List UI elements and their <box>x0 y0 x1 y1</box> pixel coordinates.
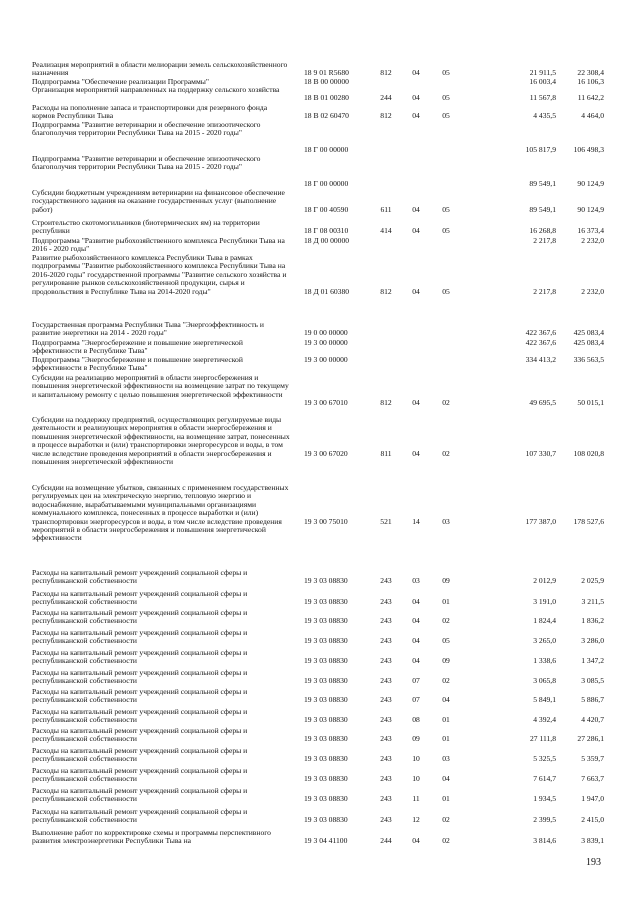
row-sum-2022: 178 527,6 <box>573 517 604 526</box>
row-rz: 04 <box>412 111 420 120</box>
row-code: 19 3 03 08830 <box>304 794 348 803</box>
row-rz: 04 <box>412 616 420 625</box>
row-code: 18 Г 08 00310 <box>304 226 349 235</box>
row-name: Субсидии на поддержку предприятий, осуществляющих регулируемые виды деятельности и реализующих мероприятия в области энергосбережения и повышения энергетической эффективности, на возмещение затрат, понесенных в процессе выработки и (или) транспортировки энергоресурсов и воды, в том числе вследствие проведения мероприятий в области энергосбережения и повышения энергетической эффективности <box>32 415 290 467</box>
row-pr: 05 <box>442 287 450 296</box>
table-row <box>0 590 640 607</box>
row-code: 19 3 00 75010 <box>304 517 348 526</box>
row-sum-2022: 425 083,4 <box>573 338 604 347</box>
row-name: Расходы на капитальный ремонт учреждений социальной сферы и республиканской собственности <box>32 766 248 784</box>
row-vr: 811 <box>380 449 392 458</box>
row-vr: 243 <box>380 676 392 685</box>
row-name: Подпрограмма "Развитие рыбохозяйственного комплекса Республики Тыва на 2016 - 2020 годы" <box>32 236 285 254</box>
table-row <box>0 747 640 764</box>
row-pr: 02 <box>442 815 450 824</box>
row-vr: 243 <box>380 774 392 783</box>
row-code: 18 В 00 00000 <box>304 77 349 86</box>
row-sum-2022: 108 020,8 <box>573 449 604 458</box>
row-sum-2022: 2 232,0 <box>581 287 604 296</box>
row-rz: 03 <box>412 576 420 585</box>
row-vr: 243 <box>380 794 392 803</box>
row-name: Расходы на капитальный ремонт учреждений социальной сферы и республиканской собственности <box>32 786 248 804</box>
row-vr: 244 <box>380 836 392 845</box>
row-rz: 12 <box>412 815 420 824</box>
row-name: Расходы на капитальный ремонт учреждений социальной сферы и республиканской собственности <box>32 807 248 825</box>
row-name: Расходы на капитальный ремонт учреждений социальной сферы и республиканской собственности <box>32 687 248 705</box>
table-row <box>0 688 640 705</box>
row-code: 19 0 00 00000 <box>304 328 348 337</box>
table-row <box>0 669 640 686</box>
row-sum-2021: 7 614,7 <box>533 774 556 783</box>
row-pr: 02 <box>442 449 450 458</box>
row-sum-2021: 89 549,1 <box>529 205 556 214</box>
row-name: Расходы на капитальный ремонт учреждений социальной сферы и республиканской собственности <box>32 668 248 686</box>
row-pr: 05 <box>442 93 450 102</box>
row-sum-2022: 2 025,9 <box>581 576 604 585</box>
row-vr: 812 <box>380 68 392 77</box>
row-name: Расходы на капитальный ремонт учреждений социальной сферы и республиканской собственности <box>32 746 248 764</box>
row-code: 19 3 03 08830 <box>304 656 348 665</box>
row-name: Подпрограмма "Энергосбережение и повышение энергетической эффективности в Республике Тыва" <box>32 355 243 373</box>
table-row <box>0 829 640 846</box>
row-code: 19 3 03 08830 <box>304 734 348 743</box>
row-rz: 04 <box>412 68 420 77</box>
row-pr: 01 <box>442 597 450 606</box>
table-row <box>0 237 640 254</box>
row-code: 19 3 00 67010 <box>304 398 348 407</box>
row-sum-2022: 27 286,1 <box>577 734 604 743</box>
row-sum-2021: 3 065,8 <box>533 676 556 685</box>
row-rz: 04 <box>412 636 420 645</box>
row-name: Расходы на капитальный ремонт учреждений социальной сферы и республиканской собственности <box>32 608 248 626</box>
row-name: Расходы на капитальный ремонт учреждений социальной сферы и республиканской собственности <box>32 707 248 725</box>
row-rz: 04 <box>412 597 420 606</box>
row-code: 18 Г 00 00000 <box>304 145 349 154</box>
row-name: Расходы на капитальный ремонт учреждений социальной сферы и республиканской собственности <box>32 568 248 586</box>
row-sum-2021: 3 191,0 <box>533 597 556 606</box>
row-sum-2021: 105 817,9 <box>525 145 556 154</box>
row-sum-2022: 4 420,7 <box>581 715 604 724</box>
row-pr: 05 <box>442 636 450 645</box>
row-sum-2021: 16 003,4 <box>529 77 556 86</box>
row-code: 19 3 03 08830 <box>304 815 348 824</box>
row-code: 18 9 01 R5680 <box>304 68 349 77</box>
row-sum-2021: 334 413,2 <box>525 355 556 364</box>
table-row <box>0 374 640 416</box>
row-code: 18 Д 01 60380 <box>304 287 350 296</box>
table-row <box>0 219 640 236</box>
row-rz: 04 <box>412 226 420 235</box>
row-sum-2021: 5 849,1 <box>533 695 556 704</box>
row-code: 19 3 03 08830 <box>304 695 348 704</box>
row-sum-2022: 336 563,5 <box>573 355 604 364</box>
row-sum-2021: 3 265,0 <box>533 636 556 645</box>
row-sum-2021: 2 399,5 <box>533 815 556 824</box>
row-vr: 243 <box>380 754 392 763</box>
row-vr: 243 <box>380 656 392 665</box>
row-sum-2022: 3 211,5 <box>581 597 604 606</box>
row-rz: 10 <box>412 774 420 783</box>
row-sum-2022: 425 083,4 <box>573 328 604 337</box>
table-row <box>0 121 640 155</box>
row-vr: 414 <box>380 226 392 235</box>
table-row <box>0 416 640 484</box>
row-name: Подпрограмма "Развитие ветеринарии и обеспечение эпизоотического благополучия территории Республики Тыва на 2015 - 2020 годы" <box>32 120 261 138</box>
page-number: 193 <box>586 857 601 868</box>
row-sum-2021: 49 695,5 <box>529 398 556 407</box>
row-sum-2022: 2 415,0 <box>581 815 604 824</box>
table-row <box>0 339 640 356</box>
row-sum-2022: 90 124,9 <box>577 205 604 214</box>
table-row <box>0 86 640 103</box>
table-row <box>0 321 640 338</box>
row-sum-2021: 107 330,7 <box>525 449 556 458</box>
row-name: Расходы на капитальный ремонт учреждений социальной сферы и республиканской собственности <box>32 648 248 666</box>
row-name: Расходы на капитальный ремонт учреждений социальной сферы и республиканской собственности <box>32 589 248 607</box>
table-row <box>0 569 640 586</box>
row-sum-2022: 3 839,1 <box>581 836 604 845</box>
row-pr: 04 <box>442 695 450 704</box>
row-sum-2022: 1 347,2 <box>581 656 604 665</box>
table-row <box>0 189 640 214</box>
table-row <box>0 708 640 725</box>
row-rz: 07 <box>412 676 420 685</box>
row-sum-2022: 4 464,0 <box>581 111 604 120</box>
row-vr: 812 <box>380 398 392 407</box>
table-row <box>0 727 640 744</box>
table-row <box>0 787 640 804</box>
row-sum-2022: 16 373,4 <box>577 226 604 235</box>
row-vr: 244 <box>380 93 392 102</box>
table-row <box>0 484 640 568</box>
row-rz: 10 <box>412 754 420 763</box>
row-code: 19 3 03 08830 <box>304 774 348 783</box>
row-sum-2021: 177 387,0 <box>525 517 556 526</box>
row-rz: 09 <box>412 734 420 743</box>
table-row <box>0 356 640 373</box>
row-vr: 243 <box>380 734 392 743</box>
row-sum-2021: 422 367,6 <box>525 328 556 337</box>
row-sum-2021: 89 549,1 <box>529 179 556 188</box>
row-rz: 04 <box>412 205 420 214</box>
row-code: 19 3 03 08830 <box>304 597 348 606</box>
row-vr: 812 <box>380 287 392 296</box>
row-vr: 521 <box>380 517 392 526</box>
row-pr: 01 <box>442 715 450 724</box>
row-rz: 14 <box>412 517 420 526</box>
row-code: 19 3 03 08830 <box>304 616 348 625</box>
row-code: 19 3 00 00000 <box>304 355 348 364</box>
row-pr: 09 <box>442 656 450 665</box>
row-sum-2022: 22 308,4 <box>577 68 604 77</box>
row-vr: 243 <box>380 695 392 704</box>
row-sum-2022: 2 232,0 <box>581 236 604 245</box>
row-name: Расходы на капитальный ремонт учреждений социальной сферы и республиканской собственности <box>32 628 248 646</box>
row-vr: 243 <box>380 597 392 606</box>
table-row <box>0 609 640 626</box>
row-sum-2022: 1 947,0 <box>581 794 604 803</box>
row-pr: 02 <box>442 398 450 407</box>
row-name: Расходы на капитальный ремонт учреждений социальной сферы и республиканской собственности <box>32 726 248 744</box>
row-pr: 04 <box>442 774 450 783</box>
row-vr: 611 <box>380 205 392 214</box>
row-pr: 05 <box>442 111 450 120</box>
row-vr: 243 <box>380 715 392 724</box>
row-name: Строительство скотомогильников (биотермических ям) на территории республики <box>32 218 260 236</box>
row-code: 18 Г 00 40590 <box>304 205 349 214</box>
row-code: 19 3 00 00000 <box>304 338 348 347</box>
row-name: Расходы на пополнение запаса и транспортировки для резервного фонда кормов Республики Тыва <box>32 103 268 121</box>
row-pr: 02 <box>442 616 450 625</box>
row-rz: 04 <box>412 93 420 102</box>
table-row <box>0 629 640 646</box>
row-sum-2021: 4 392,4 <box>533 715 556 724</box>
row-sum-2021: 4 435,5 <box>533 111 556 120</box>
row-code: 19 3 03 08830 <box>304 715 348 724</box>
row-sum-2021: 2 012,9 <box>533 576 556 585</box>
table-row <box>0 767 640 784</box>
row-sum-2021: 1 338,6 <box>533 656 556 665</box>
row-code: 19 3 03 08830 <box>304 636 348 645</box>
row-sum-2022: 3 085,5 <box>581 676 604 685</box>
row-sum-2022: 90 124,9 <box>577 179 604 188</box>
table-row <box>0 254 640 321</box>
row-sum-2022: 5 359,7 <box>581 754 604 763</box>
row-sum-2021: 27 111,8 <box>529 734 556 743</box>
row-sum-2021: 1 824,4 <box>533 616 556 625</box>
row-sum-2022: 50 015,1 <box>577 398 604 407</box>
row-sum-2021: 3 814,6 <box>533 836 556 845</box>
row-rz: 04 <box>412 656 420 665</box>
row-sum-2021: 1 934,5 <box>533 794 556 803</box>
row-code: 18 Г 00 00000 <box>304 179 349 188</box>
row-rz: 08 <box>412 715 420 724</box>
row-pr: 05 <box>442 205 450 214</box>
row-code: 19 3 04 41100 <box>304 836 348 845</box>
row-sum-2021: 11 567,8 <box>529 93 556 102</box>
row-pr: 03 <box>442 517 450 526</box>
table-row <box>0 104 640 121</box>
row-sum-2021: 2 217,8 <box>533 287 556 296</box>
row-vr: 812 <box>380 111 392 120</box>
row-rz: 04 <box>412 449 420 458</box>
row-rz: 07 <box>412 695 420 704</box>
row-pr: 05 <box>442 226 450 235</box>
row-vr: 243 <box>380 576 392 585</box>
row-pr: 01 <box>442 794 450 803</box>
row-name: Подпрограмма "Энергосбережение и повышение энергетической эффективности в Республике Тыва" <box>32 338 243 356</box>
row-pr: 05 <box>442 68 450 77</box>
table-row <box>0 808 640 825</box>
row-sum-2022: 5 886,7 <box>581 695 604 704</box>
row-pr: 02 <box>442 676 450 685</box>
row-sum-2022: 16 106,3 <box>577 77 604 86</box>
table-row <box>0 649 640 666</box>
row-pr: 03 <box>442 754 450 763</box>
row-code: 19 3 03 08830 <box>304 754 348 763</box>
row-rz: 04 <box>412 836 420 845</box>
row-rz: 04 <box>412 287 420 296</box>
row-sum-2022: 1 836,2 <box>581 616 604 625</box>
row-code: 19 3 00 67020 <box>304 449 348 458</box>
row-code: 18 В 02 60470 <box>304 111 349 120</box>
row-sum-2021: 422 367,6 <box>525 338 556 347</box>
row-name: Субсидии на реализацию мероприятий в области энергосбережения и повышения энергетической эффективности на возмещение затрат по текущему и капитальному ремонту с целью повышения энергетической эффективности <box>32 373 289 399</box>
row-name: Подпрограмма "Развитие ветеринарии и обеспечение эпизоотического благополучия территории Республики Тыва на 2015 - 2020 годы" <box>32 154 261 172</box>
row-vr: 243 <box>380 636 392 645</box>
row-vr: 243 <box>380 616 392 625</box>
row-vr: 243 <box>380 815 392 824</box>
row-pr: 02 <box>442 836 450 845</box>
row-sum-2022: 11 642,2 <box>577 93 604 102</box>
row-name: Выполнение работ по корректировке схемы и программы перспективного развития электроэнергетики Республики Тыва на <box>32 828 271 846</box>
row-code: 19 3 03 08830 <box>304 576 348 585</box>
row-code: 19 3 03 08830 <box>304 676 348 685</box>
row-pr: 01 <box>442 734 450 743</box>
row-name: Реализация мероприятий в области мелиорации земель сельскохозяйственного назначения <box>32 60 288 78</box>
row-sum-2022: 106 498,3 <box>573 145 604 154</box>
row-name: Подпрограмма "Обеспечение реализации Программы" <box>32 77 209 86</box>
row-sum-2021: 21 911,5 <box>529 68 556 77</box>
row-name: Организация мероприятий направленных на поддержку сельского хозяйства <box>32 85 280 94</box>
row-sum-2021: 2 217,8 <box>533 236 556 245</box>
row-name: Государственная программа Республики Тыва "Энергоэффективность и развитие энергетики на 2014 - 2020 годы" <box>32 320 264 338</box>
row-sum-2021: 5 325,5 <box>533 754 556 763</box>
row-code: 18 В 01 00280 <box>304 93 349 102</box>
row-name: Субсидии на возмещение убытков, связанных с применением государственных регулируемых цен на электрическую энергию, тепловую энергию и водоснабжение, вырабатываемыми муниципальными организациями коммунального комплекса, понесенных в процессе выработки и (или) транспортировки энергоресурсов и воды, в том числе вследствие проведения мероприятий в области энергосбережения и повышения энергетической эффективности <box>32 483 289 543</box>
row-sum-2021: 16 268,8 <box>529 226 556 235</box>
table-row <box>0 155 640 189</box>
row-sum-2022: 7 663,7 <box>581 774 604 783</box>
row-code: 18 Д 00 00000 <box>304 236 350 245</box>
row-rz: 04 <box>412 398 420 407</box>
row-name: Субсидии бюджетным учреждениям ветеринарии на финансовое обеспечение государственного задания на оказание государственных услуг (выполнение работ) <box>32 188 285 214</box>
table-row <box>0 61 640 78</box>
row-pr: 09 <box>442 576 450 585</box>
row-rz: 11 <box>412 794 420 803</box>
row-sum-2022: 3 286,0 <box>581 636 604 645</box>
row-name: Развитие рыбохозяйственного комплекса Республики Тыва в рамках подпрограммы "Развитие рыбохозяйственного комплекса Республики Тыва на 2016-2020 годы" государственной программы "Развитие сельского хозяйства и регулирование рынков сельскохозяйственной продукции, сырья и продовольствия в Республике Тыва на 2014-2020 годы" <box>32 253 287 296</box>
